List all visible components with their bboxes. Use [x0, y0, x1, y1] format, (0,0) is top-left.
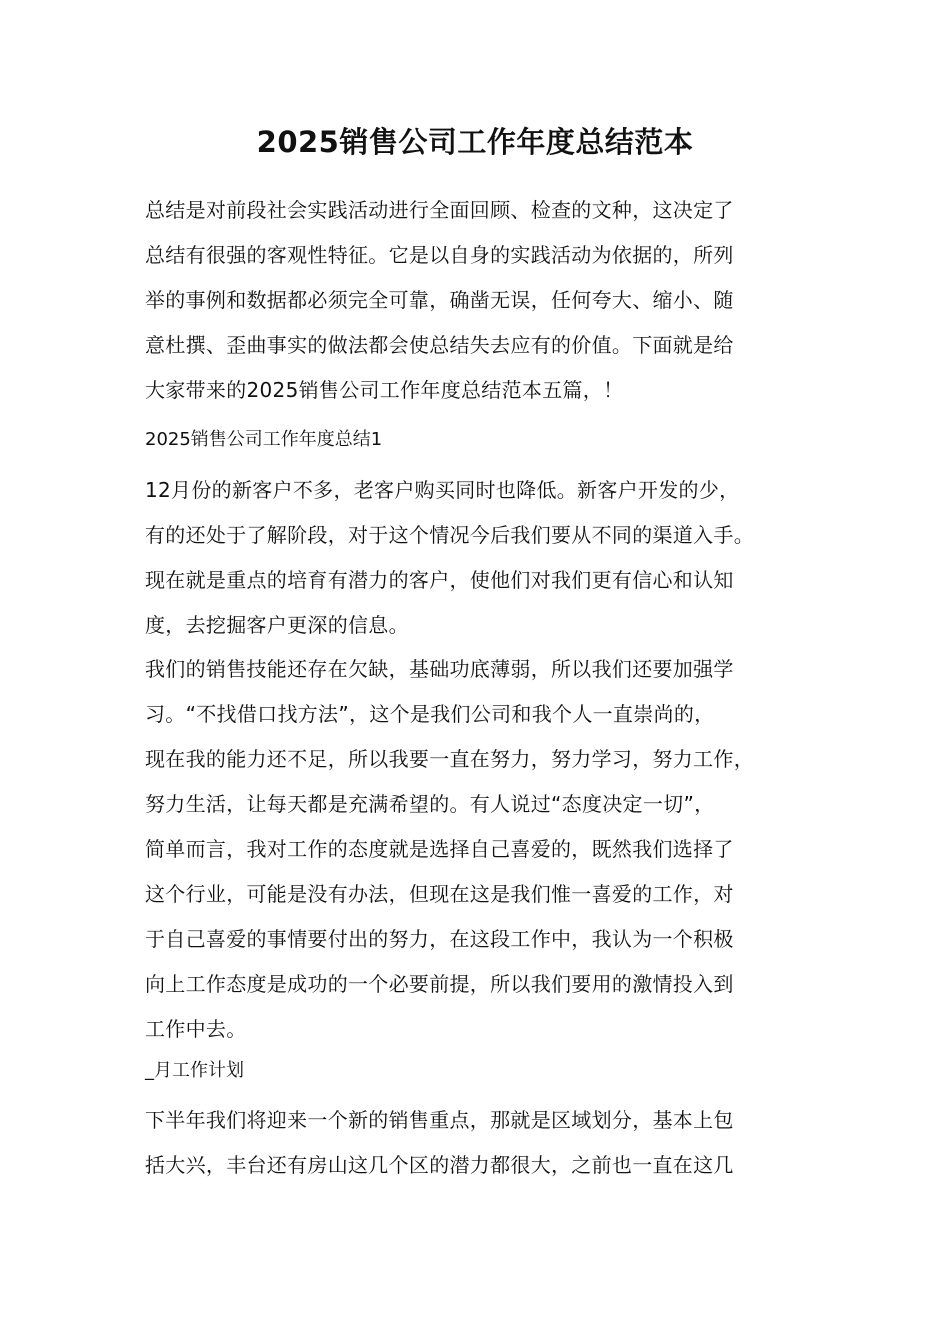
text-line: 总结是对前段社会实践活动进行全面回顾、检查的文种，这决定了	[145, 198, 734, 222]
section1-paragraph-2	[145, 647, 825, 1052]
text-line: 工作中去。	[145, 1017, 247, 1041]
text-line: 举的事例和数据都必须完全可靠，确凿无误，任何夸大、缩小、随	[145, 288, 734, 312]
text-line: 这个行业，可能是没有办法，但现在这是我们惟一喜爱的工作，对	[145, 882, 734, 906]
section2-paragraph-1	[145, 1098, 825, 1188]
document-title: 2025销售公司工作年度总结范本	[256, 125, 694, 159]
text-line: 总结有很强的客观性特征。它是以自身的实践活动为依据的，所列	[145, 243, 734, 267]
text-line: 大家带来的2025销售公司工作年度总结范本五篇，！	[145, 378, 624, 402]
text-line: 下半年我们将迎来一个新的销售重点，那就是区域划分，基本上包	[145, 1108, 734, 1132]
text-line: 努力生活，让每天都是充满希望的。有人说过“态度决定一切”，	[145, 792, 715, 816]
text-line: 意杜撰、歪曲事实的做法都会使总结失去应有的价值。下面就是给	[145, 333, 734, 357]
text-line: 现在我的能力还不足，所以我要一直在努力，努力学习，努力工作，	[145, 747, 754, 771]
text-line: 度，去挖掘客户更深的信息。	[145, 613, 409, 637]
section-heading-2: _月工作计划	[145, 1060, 244, 1081]
text-line: 向上工作态度是成功的一个必要前提，所以我们要用的激情投入到	[145, 972, 734, 996]
text-line: 有的还处于了解阶段，对于这个情况今后我们要从不同的渠道入手。	[145, 523, 754, 547]
text-line: 我们的销售技能还存在欠缺，基础功底薄弱，所以我们还要加强学	[145, 657, 734, 681]
text-line: 习。“不找借口找方法”，这个是我们公司和我个人一直崇尚的，	[145, 702, 715, 726]
text-line: 于自己喜爱的事情要付出的努力，在这段工作中，我认为一个积极	[145, 927, 734, 951]
text-line: 括大兴，丰台还有房山这几个区的潜力都很大，之前也一直在这几	[145, 1153, 734, 1177]
text-line: 简单而言，我对工作的态度就是选择自己喜爱的，既然我们选择了	[145, 837, 734, 861]
section-heading-1: 2025销售公司工作年度总结1	[145, 429, 383, 450]
intro-paragraph	[145, 188, 825, 413]
text-line: 现在就是重点的培育有潜力的客户，使他们对我们更有信心和认知	[145, 568, 734, 592]
text-line: 12月份的新客户不多，老客户购买同时也降低。新客户开发的少，	[145, 478, 740, 502]
section1-paragraph-1	[145, 468, 825, 648]
